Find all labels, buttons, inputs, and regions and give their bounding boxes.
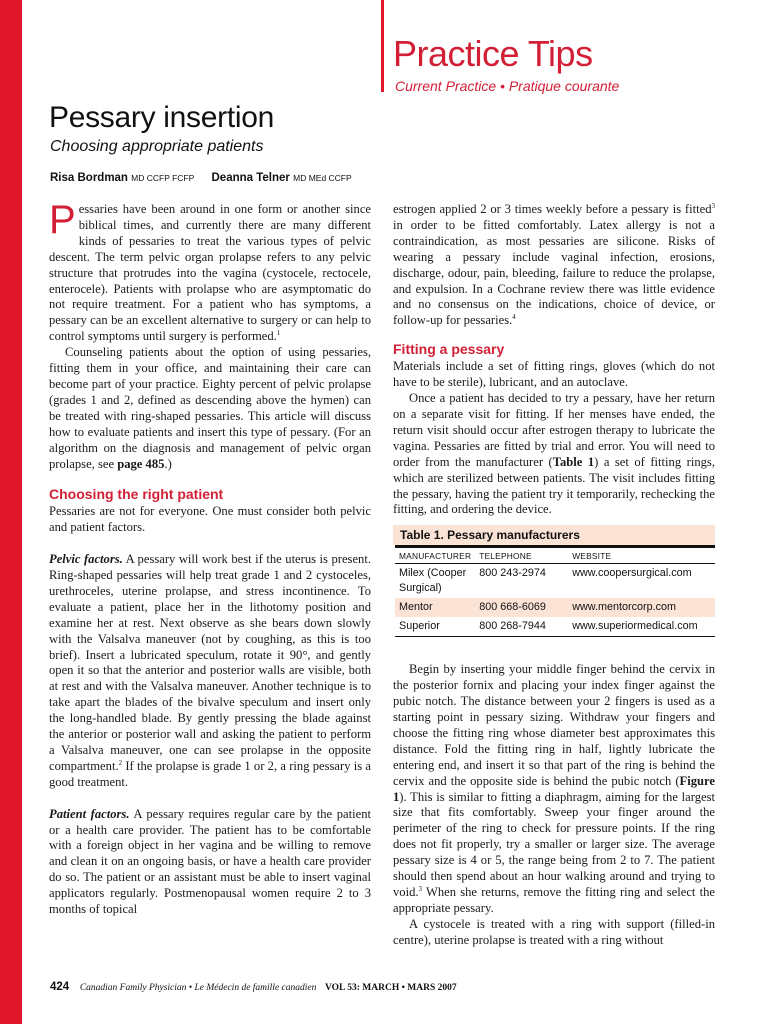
article-subtitle: Choosing appropriate patients: [50, 138, 264, 155]
reference-marker: 3: [418, 884, 423, 893]
body-paragraph: Pessaries are not for everyone. One must consider both pelvic and patient factors.: [49, 504, 371, 535]
table-title: Table 1. Pessary manufacturers: [393, 525, 715, 545]
intro-paragraph: Pessaries have been around in one form or another since biblical times, and currently there are many different kinds of pessaries to treat the various types of pelvic descent. The term pelvic organ prolapse refers to any pelvic structure that protrudes into the vagina (cystocele, rectocele, enterocele). Patients with prolapse who are asymptomatic do not require treatment. For a patient who has symptoms, a pessary can be an excellent alternative to surgery or can help to control symptoms until surgery is performed.$^1$: [49, 198, 371, 344]
table-header-row: [395, 548, 715, 564]
body-paragraph: Materials include a set of fitting rings, gloves (which do not have to be sterile), lubricant, and an autoclave.: [393, 359, 715, 390]
manufacturer-cell: Mentor: [395, 598, 475, 617]
column-header: WEBSITE: [568, 548, 715, 564]
volume-issue: VOL 53: MARCH • MARS 2007: [325, 983, 457, 993]
section-subtitle: Current Practice • Pratique courante: [395, 78, 620, 94]
manufacturer-cell: Milex (Cooper Surgical): [399, 567, 467, 594]
website-cell[interactable]: www.coopersurgical.com: [572, 567, 692, 579]
page-number: 424: [50, 981, 70, 993]
table-row: [395, 617, 715, 637]
section-heading-choosing: Choosing the right patient: [49, 486, 224, 503]
body-paragraph: estrogen applied 2 or 3 times weekly before a pessary is fitted$^3$ in order to be fitted comfortably. Latex allergy is not a contraindication, as most pessaries are silicone. Risks of wearing a pessary include vaginal infection, erosions, discharge, odour, pain, bleeding, failure to reduce the prolapse, and expulsion. In a Cochrane review there was little evidence and no consensus on the indications, choice of device, or follow-up for pessaries.$^4$: [393, 201, 715, 328]
section-heading-fitting: Fitting a pessary: [393, 341, 505, 358]
telephone-cell: 800 268-7944: [475, 617, 568, 637]
author-name: Risa Bordman: [50, 172, 128, 184]
run-in-heading: Patient factors.: [49, 806, 130, 821]
table-pessary-manufacturers: [393, 525, 715, 637]
reference-marker: 3: [711, 201, 715, 210]
website-cell[interactable]: www.mentorcorp.com: [568, 598, 715, 617]
table-row: [395, 598, 715, 617]
left-column: [49, 198, 371, 918]
author-byline: [50, 172, 352, 184]
page-footer: [50, 981, 457, 993]
author-credentials: MD CCFP FCFP: [131, 173, 195, 183]
author-credentials: MD MEd CCFP: [293, 173, 352, 183]
telephone-cell: 800 668-6069: [475, 598, 568, 617]
body-paragraph: Begin by inserting your middle finger behind the cervix in the posterior fornix and placing your index finger against the pubic notch. The distance between your 2 fingers is used as a starting point in pessary sizing. Withdraw your fingers and choose the fitting ring whose diameter best approximates this distance. Fold the fitting ring in half, lightly lubricate the entering end, and insert it so that part of the ring is behind the cervix and the opposite side is behind the pubic notch (Figure 1). This is similar to fitting a diaphragm, aiming for the largest size that fits comfortably. Sweep your finger around the perimeter of the ring to check for pressure points. If the ring does not fit properly, try a smaller or larger size. The average pessary size is 4 or 5, the range being from 2 to 7. The patient should then spend about an hour walking around and trying to void.$^3$ When she returns, remove the fitting ring and select the appropriate pessary.: [393, 662, 715, 915]
section-title: Practice Tips: [393, 33, 593, 74]
body-paragraph: A cystocele is treated with a ring with support (filled-in centre), uterine prolapse is treated with a ring without: [393, 916, 715, 947]
telephone-cell: 800 243-2974: [479, 567, 546, 579]
pelvic-factors-paragraph: Pelvic factors. A pessary will work best if the uterus is present. Ring-shaped pessaries will help treat grade 1 and 2 cystoceles, urethroceles, uterine prolapse, and stress incontinence. To evaluate a patient, place her in the lithotomy position and examine her at rest. Next observe as she bears down slowly with the Valsalva maneuver (not by coughing, as this is too brief). Insert a lubricated speculum, rotate it 90°, and gently open it so that the anterior and posterior walls are visible, both at rest and with the Valsalva maneuver. Another technique is to take apart the blades of the bivalve speculum and insert only the long-handled blade. By gently pressing the blade against the anterior or posterior wall and asking the patient to perform a Valsalva maneuver, one can see prolapse in the opposite compartment.$^2$ If the prolapse is grade 1 or 2, a ring pessary is a good treatment.: [49, 552, 371, 789]
manufacturers-table: [395, 548, 715, 637]
run-in-heading: Pelvic factors.: [49, 552, 123, 567]
author-name: Deanna Telner: [211, 172, 290, 184]
journal-name: Canadian Family Physician • Le Médecin de famille canadien: [79, 983, 317, 993]
table-reference-link[interactable]: Table 1: [552, 454, 595, 469]
header-divider-rule: [381, 0, 384, 92]
reference-marker: 4: [512, 313, 516, 322]
patient-factors-paragraph: Patient factors. A pessary requires regular care by the patient or a health care provider. The patient has to be comfortable with a foreign object in her vagina and be willing to remove and clean it on an ongoing basis, or have a health care provider do so. The patient or an assistant must be able to insert vaginal applicators regularly. Postmenopausal women require 2 to 3 months of topical: [49, 806, 371, 917]
body-paragraph: Once a patient has decided to try a pessary, have her return on a separate visit for fitting. If her menses have ended, the return visit should occur after estrogen therapy to lubricate the vagina. Pessaries are fitted by trial and error. You will need to order from the manufacturer (Table 1) a set of fitting rings, which are sterilized between patients. The visit includes fitting the pessary, having the patient try it temporarily, rechecking the fitting, and ordering the device.: [393, 391, 715, 517]
column-header: TELEPHONE: [475, 548, 568, 564]
body-paragraph: Counseling patients about the option of using pessaries, fitting them in your office, and maintaining their care can become part of your practice. Eighty percent of pelvic prolapse (grades 1 and 2, defined as descending above the hymen) can be treated with ring-shaped pessaries. This article will discuss how to evaluate patients and insert this type of pessary. (For an algorithm on the diagnosis and management of pelvic organ prolapse, see page 485.): [49, 345, 371, 471]
article-title: Pessary insertion: [49, 101, 274, 134]
website-cell[interactable]: www.superiormedical.com: [568, 617, 715, 637]
column-header: MANUFACTURER: [395, 548, 475, 564]
drop-cap: P: [49, 198, 76, 242]
figure-reference-link[interactable]: Figure 1: [393, 773, 715, 804]
reference-marker: 2: [118, 758, 123, 767]
page-reference-link[interactable]: page 485: [117, 456, 165, 471]
reference-marker: 1: [276, 329, 281, 338]
manufacturer-cell: Superior: [395, 617, 475, 637]
table-row: [395, 564, 715, 599]
red-side-bar: [0, 0, 22, 1024]
